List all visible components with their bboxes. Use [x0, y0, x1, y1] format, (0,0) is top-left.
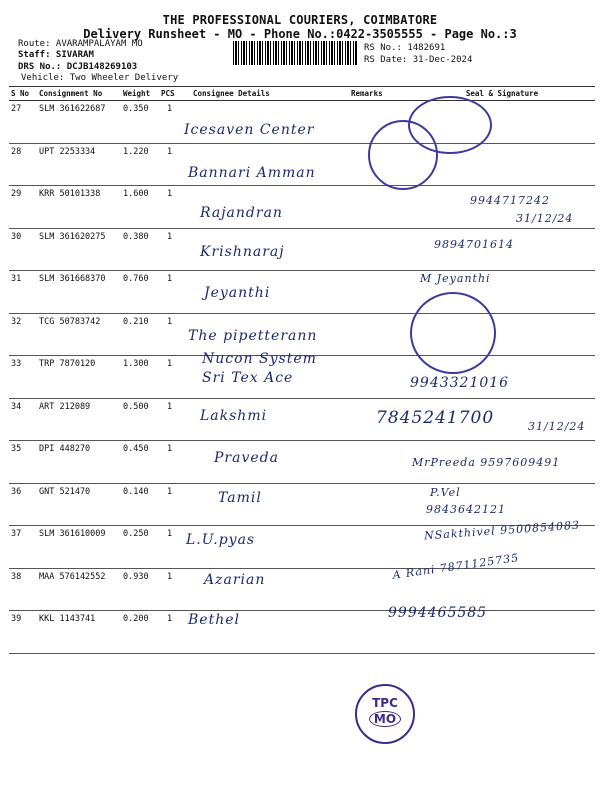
handwritten-name: Tamil [218, 490, 262, 506]
runsheet-title: Delivery Runsheet - MO - Phone No.:0422-3505555 - Page No.:3 [83, 27, 517, 41]
row-remarks [349, 356, 409, 399]
handwritten-name: Praveda [214, 450, 279, 466]
row-sno: 36 [9, 483, 37, 526]
handwritten-name: Lakshmi [200, 408, 268, 424]
handwritten-name: Rajandran [200, 205, 283, 221]
tpc-stamp-text: TPC [372, 696, 398, 710]
rs-number: RS No.: 1482691 [364, 43, 446, 53]
row-pcs: 1 [159, 441, 191, 484]
row-consignment: SLM 361622687 [37, 101, 121, 144]
row-pcs: 1 [159, 568, 191, 611]
row-consignment: SLM 361610009 [37, 526, 121, 569]
row-pcs: 1 [159, 526, 191, 569]
row-pcs: 1 [159, 313, 191, 356]
row-weight: 1.220 [121, 143, 159, 186]
col-sno: S No [9, 87, 37, 101]
row-sno: 33 [9, 356, 37, 399]
col-weight: Weight [121, 87, 159, 101]
col-consignment: Consignment No [37, 87, 121, 101]
row-remarks [349, 526, 409, 569]
handwritten-signature: NSakthivel 9500854083 [423, 518, 581, 543]
company-title: THE PROFESSIONAL COURIERS, COIMBATORE [162, 13, 438, 27]
row-consignment: GNT 521470 [37, 483, 121, 526]
handwritten-name: The pipetterann [188, 328, 318, 344]
handwritten-signature: 31/12/24 [516, 212, 574, 225]
row-remarks [349, 186, 409, 229]
row-pcs: 1 [159, 611, 191, 654]
handwritten-name: L.U.pyas [186, 532, 256, 548]
table-row [9, 271, 595, 314]
row-weight: 0.210 [121, 313, 159, 356]
handwritten-signature: 9994465585 [388, 605, 488, 621]
staff-label: Staff: SIVARAM [18, 50, 94, 60]
row-sno: 27 [9, 101, 37, 144]
col-pcs: PCS [159, 87, 191, 101]
col-signature: Seal & Signature [409, 87, 595, 101]
row-sno: 29 [9, 186, 37, 229]
table-row [9, 398, 595, 441]
row-weight: 0.500 [121, 398, 159, 441]
row-consignment: TRP 7870120 [37, 356, 121, 399]
handwritten-name: Bannari Amman [188, 165, 316, 181]
row-consignee [191, 483, 349, 526]
row-sno: 35 [9, 441, 37, 484]
rs-date: RS Date: 31-Dec-2024 [364, 55, 473, 65]
row-weight: 1.300 [121, 356, 159, 399]
row-sno: 34 [9, 398, 37, 441]
vehicle-label: Vehicle: Two Wheeler Delivery [21, 73, 179, 83]
row-weight: 1.600 [121, 186, 159, 229]
handwritten-signature: MrPreeda 9597609491 [412, 456, 561, 469]
handwritten-name: Icesaven Center [184, 122, 315, 138]
row-pcs: 1 [159, 356, 191, 399]
row-pcs: 1 [159, 101, 191, 144]
row-pcs: 1 [159, 271, 191, 314]
row-pcs: 1 [159, 228, 191, 271]
row-consignment: MAA 576142552 [37, 568, 121, 611]
row-sno: 39 [9, 611, 37, 654]
handwritten-name: Bethel [188, 612, 240, 628]
tpc-stamp [355, 684, 415, 744]
table-row [9, 483, 595, 526]
row-remarks [349, 271, 409, 314]
row-sno: 30 [9, 228, 37, 271]
drs-number: DRS No.: DCJB148269103 [18, 62, 138, 72]
row-weight: 0.350 [121, 101, 159, 144]
handwritten-signature: 31/12/24 [528, 420, 586, 433]
handwritten-signature: M Jeyanthi [420, 272, 491, 285]
seal-stamp [410, 292, 496, 374]
row-pcs: 1 [159, 483, 191, 526]
row-sno: 37 [9, 526, 37, 569]
table-row [9, 568, 595, 611]
handwritten-signature: 9943321016 [410, 375, 510, 391]
row-weight: 0.450 [121, 441, 159, 484]
handwritten-signature: A Rani 7871125735 [391, 551, 520, 582]
row-remarks [349, 313, 409, 356]
row-pcs: 1 [159, 143, 191, 186]
handwritten-signature: 9843642121 [426, 503, 506, 516]
handwritten-signature: 9944717242 [470, 194, 550, 207]
handwritten-signature: 9894701614 [434, 238, 514, 251]
row-consignment: ART 212089 [37, 398, 121, 441]
row-weight: 0.140 [121, 483, 159, 526]
row-pcs: 1 [159, 398, 191, 441]
row-remarks [349, 228, 409, 271]
row-consignment: DPI 448270 [37, 441, 121, 484]
row-weight: 0.380 [121, 228, 159, 271]
handwritten-signature: P.Vel [430, 486, 461, 499]
handwritten-name: Nucon System [202, 351, 317, 367]
row-sno: 38 [9, 568, 37, 611]
seal-stamp [368, 120, 438, 190]
row-weight: 0.250 [121, 526, 159, 569]
row-weight: 0.930 [121, 568, 159, 611]
row-pcs: 1 [159, 186, 191, 229]
handwritten-name: Sri Tex Ace [202, 370, 294, 386]
route-label: Route: AVARAMPALAYAM MO [18, 39, 143, 49]
row-remarks [349, 441, 409, 484]
handwritten-name: Krishnaraj [200, 244, 285, 260]
row-remarks [349, 483, 409, 526]
barcode [233, 41, 358, 65]
row-consignment: UPT 2253334 [37, 143, 121, 186]
row-consignment: SLM 361620275 [37, 228, 121, 271]
row-weight: 0.760 [121, 271, 159, 314]
tpc-stamp-mo: MO [369, 711, 401, 727]
col-consignee: Consignee Details [191, 87, 349, 101]
handwritten-name: Azarian [204, 572, 266, 588]
row-sno: 31 [9, 271, 37, 314]
row-consignment: SLM 361668370 [37, 271, 121, 314]
row-consignment: KKL 1143741 [37, 611, 121, 654]
row-consignment: TCG 50783742 [37, 313, 121, 356]
col-remarks: Remarks [349, 87, 409, 101]
row-weight: 0.200 [121, 611, 159, 654]
handwritten-name: Jeyanthi [204, 285, 271, 301]
row-sno: 32 [9, 313, 37, 356]
row-consignment: KRR 50101338 [37, 186, 121, 229]
handwritten-signature: 7845241700 [376, 408, 495, 428]
row-sno: 28 [9, 143, 37, 186]
table-row [9, 611, 595, 654]
table-header-row [9, 87, 595, 101]
